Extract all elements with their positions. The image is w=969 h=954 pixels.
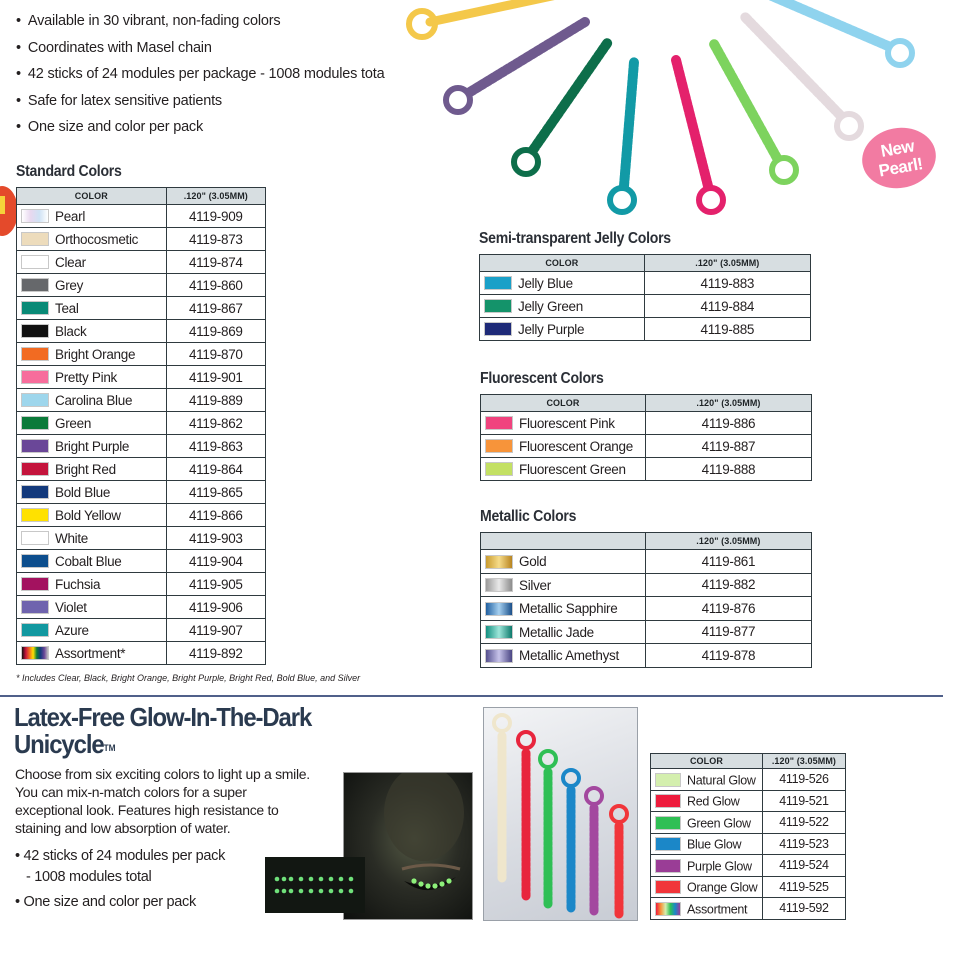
color-name: Green Glow <box>687 815 751 830</box>
product-code: 4119-869 <box>166 320 265 343</box>
table-row <box>17 320 266 343</box>
color-cell <box>481 644 646 668</box>
color-cell <box>17 481 167 504</box>
color-name: White <box>55 530 89 546</box>
table-row <box>651 855 846 877</box>
metallic-colors-table <box>480 532 812 668</box>
color-cell <box>651 833 763 855</box>
product-code: 4119-901 <box>166 366 265 389</box>
color-name: Jelly Green <box>518 298 583 314</box>
table-row <box>651 833 846 855</box>
glow-bullet-item: • 42 sticks of 24 modules per pack <box>15 848 226 864</box>
color-swatch <box>21 255 49 269</box>
bullet-item: • Available in 30 vibrant, non-fading colors <box>16 8 406 35</box>
color-cell <box>480 272 645 295</box>
col-header-color: COLOR <box>480 255 645 272</box>
color-swatch <box>485 439 513 453</box>
color-cell <box>17 251 167 274</box>
product-code: 4119-883 <box>644 272 810 295</box>
col-header-color: COLOR <box>17 188 167 205</box>
color-name: Black <box>55 323 87 339</box>
product-code: 4119-885 <box>644 318 810 341</box>
color-name: Natural Glow <box>687 772 756 787</box>
product-code: 4119-524 <box>762 855 845 877</box>
glow-sticks-photo <box>483 707 638 921</box>
color-cell <box>480 295 645 318</box>
metallic-colors-body <box>481 550 812 668</box>
glow-description: Choose from six exciting colors to light up a smile. You can mix-n-match colors for a super exceptional look. Features high resistance to staining and low absorption of water. <box>15 766 310 836</box>
color-cell <box>651 898 763 920</box>
color-swatch <box>655 859 681 873</box>
color-name: Bright Orange <box>55 346 136 362</box>
color-swatch <box>485 555 513 569</box>
table-row <box>481 412 812 435</box>
stick-pink <box>676 60 723 212</box>
color-swatch <box>21 416 49 430</box>
color-name: Bright Purple <box>55 438 130 454</box>
table-row <box>480 295 811 318</box>
table-row <box>17 389 266 412</box>
product-code: 4119-907 <box>166 619 265 642</box>
color-cell <box>17 573 167 596</box>
glow-section-title <box>14 704 311 758</box>
product-code: 4119-877 <box>645 620 811 644</box>
color-cell <box>17 550 167 573</box>
color-swatch <box>21 347 49 361</box>
color-swatch <box>21 209 49 223</box>
footnote: * Includes Clear, Black, Bright Orange, Bright Purple, Bright Red, Bold Blue, and Silver <box>16 673 361 683</box>
stick-lightgreen <box>714 44 796 182</box>
color-cell <box>17 435 167 458</box>
badge-line1: New <box>879 136 916 161</box>
table-row <box>651 769 846 791</box>
jelly-colors-body <box>480 272 811 341</box>
color-name: Jelly Blue <box>518 275 573 291</box>
table-row <box>651 898 846 920</box>
color-swatch <box>485 416 513 430</box>
table-row <box>17 366 266 389</box>
table-row <box>480 272 811 295</box>
color-name: Teal <box>55 300 79 316</box>
color-name: Purple Glow <box>687 858 752 873</box>
color-swatch <box>21 278 49 292</box>
product-code: 4119-862 <box>166 412 265 435</box>
metallic-colors-title: Metallic Colors <box>480 508 577 525</box>
color-swatch <box>485 462 513 476</box>
color-name: Bold Yellow <box>55 507 121 523</box>
product-code: 4119-864 <box>166 458 265 481</box>
table-row <box>17 297 266 320</box>
table-row <box>17 412 266 435</box>
color-name: Fluorescent Orange <box>519 438 633 454</box>
color-name: Assortment <box>687 901 748 916</box>
color-swatch <box>21 554 49 568</box>
color-cell <box>17 389 167 412</box>
color-swatch <box>655 794 681 808</box>
product-code: 4119-867 <box>166 297 265 320</box>
color-swatch <box>484 299 512 313</box>
table-row <box>17 228 266 251</box>
color-cell <box>481 435 646 458</box>
table-row <box>17 527 266 550</box>
color-swatch <box>21 232 49 246</box>
color-swatch <box>21 646 49 660</box>
bullet-item: • Safe for latex sensitive patients <box>16 88 406 115</box>
color-name: Orthocosmetic <box>55 231 139 247</box>
color-cell <box>481 620 646 644</box>
color-name: Bold Blue <box>55 484 111 500</box>
color-name: Violet <box>55 599 87 615</box>
color-cell <box>651 855 763 877</box>
color-name: Fluorescent Green <box>519 461 626 477</box>
glow-title-line1: Latex-Free Glow-In-The-Dark <box>14 702 312 732</box>
col-header-color: COLOR <box>481 395 646 412</box>
color-cell <box>17 642 167 665</box>
table-row <box>481 620 812 644</box>
table-row <box>17 251 266 274</box>
col-header-size: .120" (3.05MM) <box>644 255 810 272</box>
color-name: Grey <box>55 277 84 293</box>
color-name: Carolina Blue <box>55 392 133 408</box>
color-swatch <box>655 773 681 787</box>
glow-strip-illustration <box>265 857 365 913</box>
color-cell <box>17 297 167 320</box>
color-swatch <box>21 462 49 476</box>
color-cell <box>481 458 646 481</box>
glow-bullet-item-cont: - 1008 modules total <box>26 869 152 885</box>
color-cell <box>17 458 167 481</box>
col-header-color <box>481 533 646 550</box>
table-row <box>481 435 812 458</box>
product-code: 4119-882 <box>645 573 811 597</box>
color-swatch <box>485 625 513 639</box>
decorative-mark <box>0 196 5 214</box>
glow-title-line2: Unicycle™ <box>14 729 116 759</box>
color-swatch <box>21 439 49 453</box>
product-code: 4119-888 <box>645 458 811 481</box>
color-cell <box>481 412 646 435</box>
color-name: Metallic Amethyst <box>519 648 619 664</box>
table-row <box>17 274 266 297</box>
table-row <box>17 550 266 573</box>
col-header-size: .120" (3.05MM) <box>645 395 811 412</box>
glow-colors-table <box>650 753 846 920</box>
glow-bullet-list <box>15 846 225 913</box>
color-swatch <box>485 649 513 663</box>
section-divider <box>0 695 943 697</box>
table-row <box>17 435 266 458</box>
table-row <box>480 318 811 341</box>
standard-colors-body <box>17 205 266 665</box>
product-code: 4119-884 <box>644 295 810 318</box>
col-header-color: COLOR <box>651 754 763 769</box>
jelly-colors-title: Semi-transparent Jelly Colors <box>479 230 671 247</box>
color-swatch <box>21 623 49 637</box>
color-swatch <box>655 902 681 916</box>
color-name: Pearl <box>55 208 86 224</box>
table-row <box>17 596 266 619</box>
product-code: 4119-904 <box>166 550 265 573</box>
color-cell <box>17 205 167 228</box>
col-header-size: .120" (3.05MM) <box>645 533 811 550</box>
bullet-item: • One size and color per pack <box>16 114 406 141</box>
color-name: Gold <box>519 554 547 570</box>
table-row <box>17 205 266 228</box>
table-row <box>17 481 266 504</box>
color-name: Silver <box>519 577 551 593</box>
product-code: 4119-865 <box>166 481 265 504</box>
color-name: Cobalt Blue <box>55 553 122 569</box>
table-row <box>17 504 266 527</box>
col-header-size: .120" (3.05MM) <box>762 754 845 769</box>
table-row <box>481 597 812 621</box>
color-swatch <box>21 301 49 315</box>
product-code: 4119-905 <box>166 573 265 596</box>
product-code: 4119-861 <box>645 550 811 574</box>
color-name: Orange Glow <box>687 880 758 895</box>
product-code: 4119-876 <box>645 597 811 621</box>
col-header-size: .120" (3.05MM) <box>166 188 265 205</box>
color-swatch <box>21 508 49 522</box>
product-code: 4119-860 <box>166 274 265 297</box>
fluorescent-colors-body <box>481 412 812 481</box>
color-swatch <box>484 322 512 336</box>
color-swatch <box>655 816 681 830</box>
color-name: Azure <box>55 622 89 638</box>
standard-colors-title: Standard Colors <box>16 163 122 180</box>
product-code: 4119-886 <box>645 412 811 435</box>
color-cell <box>17 504 167 527</box>
product-sticks-image <box>400 0 930 225</box>
jelly-colors-table <box>479 254 811 341</box>
badge-line2: Pearl! <box>877 154 925 181</box>
product-code: 4119-592 <box>762 898 845 920</box>
product-code: 4119-866 <box>166 504 265 527</box>
table-row <box>17 642 266 665</box>
product-code: 4119-522 <box>762 812 845 834</box>
bullet-item: • 42 sticks of 24 modules per package - 1008 modules tota <box>16 61 406 88</box>
color-cell <box>481 597 646 621</box>
table-row <box>651 812 846 834</box>
table-row <box>481 573 812 597</box>
color-cell <box>17 366 167 389</box>
color-name: Metallic Sapphire <box>519 601 618 617</box>
color-swatch <box>21 485 49 499</box>
table-row <box>17 343 266 366</box>
fluorescent-colors-title: Fluorescent Colors <box>480 370 604 387</box>
stick-pearl <box>744 16 861 138</box>
color-name: Metallic Jade <box>519 624 594 640</box>
product-code: 4119-863 <box>166 435 265 458</box>
product-code: 4119-525 <box>762 876 845 898</box>
color-swatch <box>21 324 49 338</box>
color-name: Assortment* <box>55 645 126 661</box>
product-code: 4119-903 <box>166 527 265 550</box>
table-row <box>17 619 266 642</box>
color-cell <box>480 318 645 341</box>
product-code: 4119-874 <box>166 251 265 274</box>
color-cell <box>17 320 167 343</box>
stick-teal <box>610 62 634 212</box>
glow-colors-body <box>651 769 846 920</box>
color-swatch <box>485 578 513 592</box>
product-code: 4119-887 <box>645 435 811 458</box>
standard-colors-table <box>16 187 266 665</box>
color-cell <box>17 343 167 366</box>
color-cell <box>17 619 167 642</box>
product-code: 4119-906 <box>166 596 265 619</box>
color-cell <box>651 769 763 791</box>
color-swatch <box>21 577 49 591</box>
product-code: 4119-909 <box>166 205 265 228</box>
color-name: Green <box>55 415 92 431</box>
color-name: Fluorescent Pink <box>519 415 615 431</box>
color-name: Clear <box>55 254 86 270</box>
color-swatch <box>655 880 681 894</box>
color-swatch <box>484 276 512 290</box>
color-swatch <box>21 600 49 614</box>
color-cell <box>17 412 167 435</box>
color-swatch <box>655 837 681 851</box>
product-code: 4119-523 <box>762 833 845 855</box>
color-name: Jelly Purple <box>518 321 585 337</box>
color-name: Pretty Pink <box>55 369 117 385</box>
table-row <box>481 550 812 574</box>
product-code: 4119-521 <box>762 790 845 812</box>
trademark-mark: TM <box>103 743 116 753</box>
color-cell <box>651 790 763 812</box>
product-code: 4119-889 <box>166 389 265 412</box>
stick-yellow <box>409 0 580 37</box>
product-code: 4119-526 <box>762 769 845 791</box>
color-name: Blue Glow <box>687 837 742 852</box>
glow-bullet-item: • One size and color per pack <box>15 894 196 910</box>
color-cell <box>651 812 763 834</box>
color-cell <box>481 573 646 597</box>
color-cell <box>17 228 167 251</box>
table-row <box>17 573 266 596</box>
color-cell <box>17 274 167 297</box>
color-cell <box>651 876 763 898</box>
product-code: 4119-873 <box>166 228 265 251</box>
glow-strip-photo <box>265 857 365 913</box>
table-row <box>651 876 846 898</box>
product-code: 4119-870 <box>166 343 265 366</box>
stick-lightblue <box>772 0 912 65</box>
bullet-item: • Coordinates with Masel chain <box>16 35 406 62</box>
fluorescent-colors-table <box>480 394 812 481</box>
color-cell <box>17 527 167 550</box>
color-name: Bright Red <box>55 461 116 477</box>
color-swatch <box>21 531 49 545</box>
product-code: 4119-878 <box>645 644 811 668</box>
table-row <box>481 458 812 481</box>
color-cell <box>17 596 167 619</box>
glow-sticks-illustration <box>484 708 638 921</box>
table-row <box>17 458 266 481</box>
table-row <box>481 644 812 668</box>
color-swatch <box>485 602 513 616</box>
product-code: 4119-892 <box>166 642 265 665</box>
table-row <box>651 790 846 812</box>
color-name: Red Glow <box>687 794 740 809</box>
color-swatch <box>21 370 49 384</box>
color-swatch <box>21 393 49 407</box>
intro-bullet-list <box>16 8 406 141</box>
color-cell <box>481 550 646 574</box>
color-name: Fuchsia <box>55 576 101 592</box>
